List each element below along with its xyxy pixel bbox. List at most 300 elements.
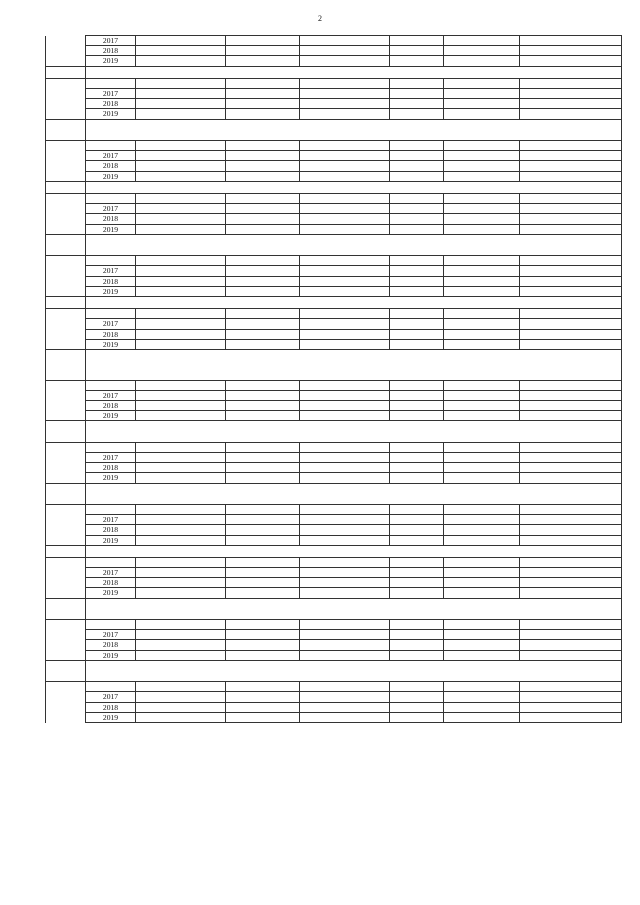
amount-cell	[444, 266, 520, 276]
amount-cell	[136, 380, 226, 390]
task-row	[46, 119, 622, 140]
amount-cell	[136, 452, 226, 462]
amount-cell	[226, 140, 300, 150]
amount-cell	[444, 151, 520, 161]
row-label	[86, 504, 136, 514]
section-title	[86, 545, 622, 557]
amount-cell	[520, 36, 622, 46]
amount-cell	[136, 266, 226, 276]
amount-cell	[444, 99, 520, 109]
year-row	[46, 224, 622, 234]
amount-cell	[300, 171, 390, 181]
amount-cell	[300, 515, 390, 525]
amount-cell	[444, 46, 520, 56]
amount-cell	[390, 161, 444, 171]
year-label: 2018	[86, 46, 136, 56]
amount-cell	[300, 442, 390, 452]
code-spacer	[46, 88, 86, 98]
amount-cell	[300, 568, 390, 578]
amount-cell	[444, 712, 520, 722]
amount-cell	[444, 640, 520, 650]
amount-cell	[300, 702, 390, 712]
code-spacer	[46, 650, 86, 660]
code-spacer	[46, 535, 86, 545]
amount-cell	[520, 535, 622, 545]
amount-cell	[444, 650, 520, 660]
year-row	[46, 171, 622, 181]
amount-cell	[136, 504, 226, 514]
amount-cell	[444, 56, 520, 66]
amount-cell	[226, 224, 300, 234]
amount-cell	[226, 640, 300, 650]
amount-cell	[226, 442, 300, 452]
amount-cell	[520, 204, 622, 214]
task-row	[46, 181, 622, 193]
code-spacer	[46, 525, 86, 535]
amount-cell	[300, 557, 390, 567]
code-spacer	[46, 329, 86, 339]
amount-cell	[520, 319, 622, 329]
amount-cell	[520, 380, 622, 390]
year-row	[46, 588, 622, 598]
amount-cell	[226, 452, 300, 462]
section-title	[86, 296, 622, 308]
task-row	[46, 66, 622, 78]
amount-cell	[226, 319, 300, 329]
amount-cell	[444, 515, 520, 525]
amount-cell	[390, 473, 444, 483]
year-label: 2017	[86, 204, 136, 214]
amount-cell	[520, 578, 622, 588]
amount-cell	[520, 390, 622, 400]
amount-cell	[136, 99, 226, 109]
year-label: 2018	[86, 161, 136, 171]
task-row	[46, 296, 622, 308]
amount-cell	[444, 309, 520, 319]
amount-cell	[390, 214, 444, 224]
amount-cell	[136, 204, 226, 214]
year-label: 2017	[86, 692, 136, 702]
amount-cell	[390, 588, 444, 598]
year-label: 2018	[86, 276, 136, 286]
amount-cell	[520, 151, 622, 161]
code-spacer	[46, 515, 86, 525]
total-row	[46, 193, 622, 203]
code-spacer	[46, 276, 86, 286]
amount-cell	[300, 286, 390, 296]
amount-cell	[226, 36, 300, 46]
amount-cell	[226, 171, 300, 181]
code-spacer	[46, 266, 86, 276]
amount-cell	[136, 309, 226, 319]
amount-cell	[444, 78, 520, 88]
amount-cell	[520, 329, 622, 339]
amount-cell	[226, 504, 300, 514]
amount-cell	[520, 473, 622, 483]
amount-cell	[136, 515, 226, 525]
amount-cell	[444, 578, 520, 588]
amount-cell	[226, 473, 300, 483]
amount-cell	[520, 309, 622, 319]
code-spacer	[46, 78, 86, 88]
section-code	[46, 181, 86, 193]
year-label: 2018	[86, 702, 136, 712]
amount-cell	[136, 400, 226, 410]
amount-cell	[226, 256, 300, 266]
task-row	[46, 421, 622, 442]
amount-cell	[520, 620, 622, 630]
amount-cell	[136, 682, 226, 692]
amount-cell	[226, 535, 300, 545]
amount-cell	[390, 193, 444, 203]
section-code	[46, 421, 86, 442]
year-row	[46, 452, 622, 462]
amount-cell	[226, 463, 300, 473]
total-row	[46, 256, 622, 266]
amount-cell	[390, 568, 444, 578]
year-row	[46, 151, 622, 161]
amount-cell	[390, 578, 444, 588]
section-title	[86, 66, 622, 78]
year-row	[46, 276, 622, 286]
amount-cell	[520, 266, 622, 276]
year-label: 2018	[86, 525, 136, 535]
year-row	[46, 535, 622, 545]
amount-cell	[520, 193, 622, 203]
amount-cell	[136, 692, 226, 702]
amount-cell	[444, 535, 520, 545]
amount-cell	[136, 171, 226, 181]
amount-cell	[226, 650, 300, 660]
amount-cell	[390, 504, 444, 514]
amount-cell	[300, 109, 390, 119]
year-row	[46, 56, 622, 66]
amount-cell	[300, 161, 390, 171]
section-code	[46, 66, 86, 78]
amount-cell	[226, 266, 300, 276]
amount-cell	[520, 78, 622, 88]
row-label	[86, 140, 136, 150]
amount-cell	[444, 692, 520, 702]
row-label	[86, 380, 136, 390]
amount-cell	[226, 682, 300, 692]
code-spacer	[46, 36, 86, 46]
year-label: 2019	[86, 535, 136, 545]
code-spacer	[46, 442, 86, 452]
year-label: 2019	[86, 339, 136, 349]
amount-cell	[136, 109, 226, 119]
amount-cell	[226, 515, 300, 525]
amount-cell	[390, 329, 444, 339]
row-label	[86, 256, 136, 266]
code-spacer	[46, 309, 86, 319]
year-row	[46, 286, 622, 296]
year-row	[46, 650, 622, 660]
amount-cell	[226, 588, 300, 598]
year-row	[46, 702, 622, 712]
amount-cell	[390, 525, 444, 535]
amount-cell	[226, 380, 300, 390]
year-label: 2017	[86, 452, 136, 462]
amount-cell	[520, 140, 622, 150]
amount-cell	[300, 692, 390, 702]
year-label: 2018	[86, 400, 136, 410]
section-code	[46, 598, 86, 619]
year-label: 2018	[86, 99, 136, 109]
section-title	[86, 234, 622, 255]
amount-cell	[520, 88, 622, 98]
amount-cell	[390, 78, 444, 88]
row-label	[86, 620, 136, 630]
amount-cell	[390, 712, 444, 722]
code-spacer	[46, 46, 86, 56]
year-row	[46, 339, 622, 349]
year-label: 2019	[86, 56, 136, 66]
year-row	[46, 266, 622, 276]
amount-cell	[444, 339, 520, 349]
amount-cell	[390, 109, 444, 119]
amount-cell	[520, 286, 622, 296]
amount-cell	[520, 442, 622, 452]
amount-cell	[520, 224, 622, 234]
amount-cell	[300, 380, 390, 390]
code-spacer	[46, 620, 86, 630]
amount-cell	[390, 256, 444, 266]
section-title	[86, 660, 622, 681]
code-spacer	[46, 171, 86, 181]
year-label: 2019	[86, 224, 136, 234]
amount-cell	[444, 109, 520, 119]
amount-cell	[226, 78, 300, 88]
amount-cell	[520, 339, 622, 349]
section-title	[86, 119, 622, 140]
year-row	[46, 712, 622, 722]
year-label: 2019	[86, 109, 136, 119]
task-row	[46, 545, 622, 557]
amount-cell	[520, 276, 622, 286]
amount-cell	[136, 276, 226, 286]
amount-cell	[136, 390, 226, 400]
amount-cell	[520, 214, 622, 224]
year-label: 2018	[86, 463, 136, 473]
amount-cell	[300, 88, 390, 98]
amount-cell	[300, 452, 390, 462]
amount-cell	[444, 171, 520, 181]
year-row	[46, 319, 622, 329]
year-row	[46, 473, 622, 483]
total-row	[46, 140, 622, 150]
amount-cell	[390, 46, 444, 56]
year-label: 2019	[86, 171, 136, 181]
amount-cell	[300, 193, 390, 203]
code-spacer	[46, 712, 86, 722]
amount-cell	[226, 620, 300, 630]
row-label	[86, 442, 136, 452]
amount-cell	[444, 214, 520, 224]
amount-cell	[226, 214, 300, 224]
amount-cell	[390, 650, 444, 660]
amount-cell	[390, 286, 444, 296]
code-spacer	[46, 692, 86, 702]
amount-cell	[300, 78, 390, 88]
year-row	[46, 578, 622, 588]
year-row	[46, 515, 622, 525]
section-code	[46, 545, 86, 557]
section-code	[46, 234, 86, 255]
amount-cell	[444, 88, 520, 98]
amount-cell	[226, 88, 300, 98]
amount-cell	[136, 473, 226, 483]
section-title	[86, 598, 622, 619]
amount-cell	[136, 78, 226, 88]
amount-cell	[136, 712, 226, 722]
year-label: 2019	[86, 712, 136, 722]
amount-cell	[226, 339, 300, 349]
amount-cell	[226, 568, 300, 578]
amount-cell	[300, 682, 390, 692]
amount-cell	[390, 692, 444, 702]
section-code	[46, 660, 86, 681]
amount-cell	[300, 151, 390, 161]
amount-cell	[136, 442, 226, 452]
page-number: 2	[318, 14, 322, 23]
code-spacer	[46, 140, 86, 150]
amount-cell	[226, 193, 300, 203]
task-row	[46, 660, 622, 681]
year-label: 2018	[86, 578, 136, 588]
amount-cell	[300, 339, 390, 349]
total-row	[46, 620, 622, 630]
amount-cell	[390, 702, 444, 712]
year-row	[46, 204, 622, 214]
code-spacer	[46, 193, 86, 203]
code-spacer	[46, 640, 86, 650]
amount-cell	[226, 578, 300, 588]
amount-cell	[520, 557, 622, 567]
code-spacer	[46, 400, 86, 410]
amount-cell	[444, 256, 520, 266]
code-spacer	[46, 452, 86, 462]
section-title	[86, 181, 622, 193]
amount-cell	[390, 380, 444, 390]
amount-cell	[136, 319, 226, 329]
amount-cell	[136, 578, 226, 588]
year-row	[46, 46, 622, 56]
amount-cell	[136, 535, 226, 545]
amount-cell	[300, 329, 390, 339]
amount-cell	[520, 452, 622, 462]
amount-cell	[444, 224, 520, 234]
amount-cell	[444, 411, 520, 421]
year-label: 2017	[86, 390, 136, 400]
row-label	[86, 682, 136, 692]
year-label: 2019	[86, 411, 136, 421]
amount-cell	[390, 682, 444, 692]
year-row	[46, 411, 622, 421]
amount-cell	[444, 140, 520, 150]
amount-cell	[390, 99, 444, 109]
code-spacer	[46, 630, 86, 640]
amount-cell	[444, 390, 520, 400]
amount-cell	[226, 557, 300, 567]
amount-cell	[520, 99, 622, 109]
amount-cell	[300, 319, 390, 329]
amount-cell	[390, 204, 444, 214]
amount-cell	[444, 682, 520, 692]
amount-cell	[300, 46, 390, 56]
amount-cell	[136, 640, 226, 650]
section-title	[86, 421, 622, 442]
year-row	[46, 463, 622, 473]
code-spacer	[46, 568, 86, 578]
amount-cell	[520, 568, 622, 578]
amount-cell	[390, 515, 444, 525]
year-row	[46, 36, 622, 46]
amount-cell	[226, 286, 300, 296]
amount-cell	[390, 400, 444, 410]
amount-cell	[300, 588, 390, 598]
amount-cell	[390, 535, 444, 545]
code-spacer	[46, 286, 86, 296]
code-spacer	[46, 256, 86, 266]
amount-cell	[300, 390, 390, 400]
total-row	[46, 504, 622, 514]
year-row	[46, 99, 622, 109]
amount-cell	[444, 452, 520, 462]
year-label: 2017	[86, 515, 136, 525]
amount-cell	[444, 525, 520, 535]
amount-cell	[390, 171, 444, 181]
amount-cell	[136, 56, 226, 66]
section-code	[46, 119, 86, 140]
amount-cell	[390, 224, 444, 234]
code-spacer	[46, 682, 86, 692]
amount-cell	[226, 692, 300, 702]
amount-cell	[520, 56, 622, 66]
amount-cell	[390, 36, 444, 46]
amount-cell	[136, 702, 226, 712]
amount-cell	[300, 650, 390, 660]
code-spacer	[46, 56, 86, 66]
amount-cell	[520, 411, 622, 421]
amount-cell	[136, 463, 226, 473]
code-spacer	[46, 463, 86, 473]
amount-cell	[226, 309, 300, 319]
year-label: 2018	[86, 329, 136, 339]
year-row	[46, 525, 622, 535]
year-label: 2017	[86, 266, 136, 276]
amount-cell	[226, 400, 300, 410]
amount-cell	[444, 276, 520, 286]
amount-cell	[226, 525, 300, 535]
code-spacer	[46, 504, 86, 514]
amount-cell	[390, 266, 444, 276]
total-row	[46, 309, 622, 319]
amount-cell	[136, 286, 226, 296]
amount-cell	[226, 151, 300, 161]
amount-cell	[300, 309, 390, 319]
amount-cell	[136, 88, 226, 98]
amount-cell	[136, 224, 226, 234]
year-row	[46, 161, 622, 171]
code-spacer	[46, 161, 86, 171]
amount-cell	[136, 411, 226, 421]
code-spacer	[46, 151, 86, 161]
amount-cell	[390, 557, 444, 567]
code-spacer	[46, 557, 86, 567]
amount-cell	[520, 630, 622, 640]
amount-cell	[390, 452, 444, 462]
